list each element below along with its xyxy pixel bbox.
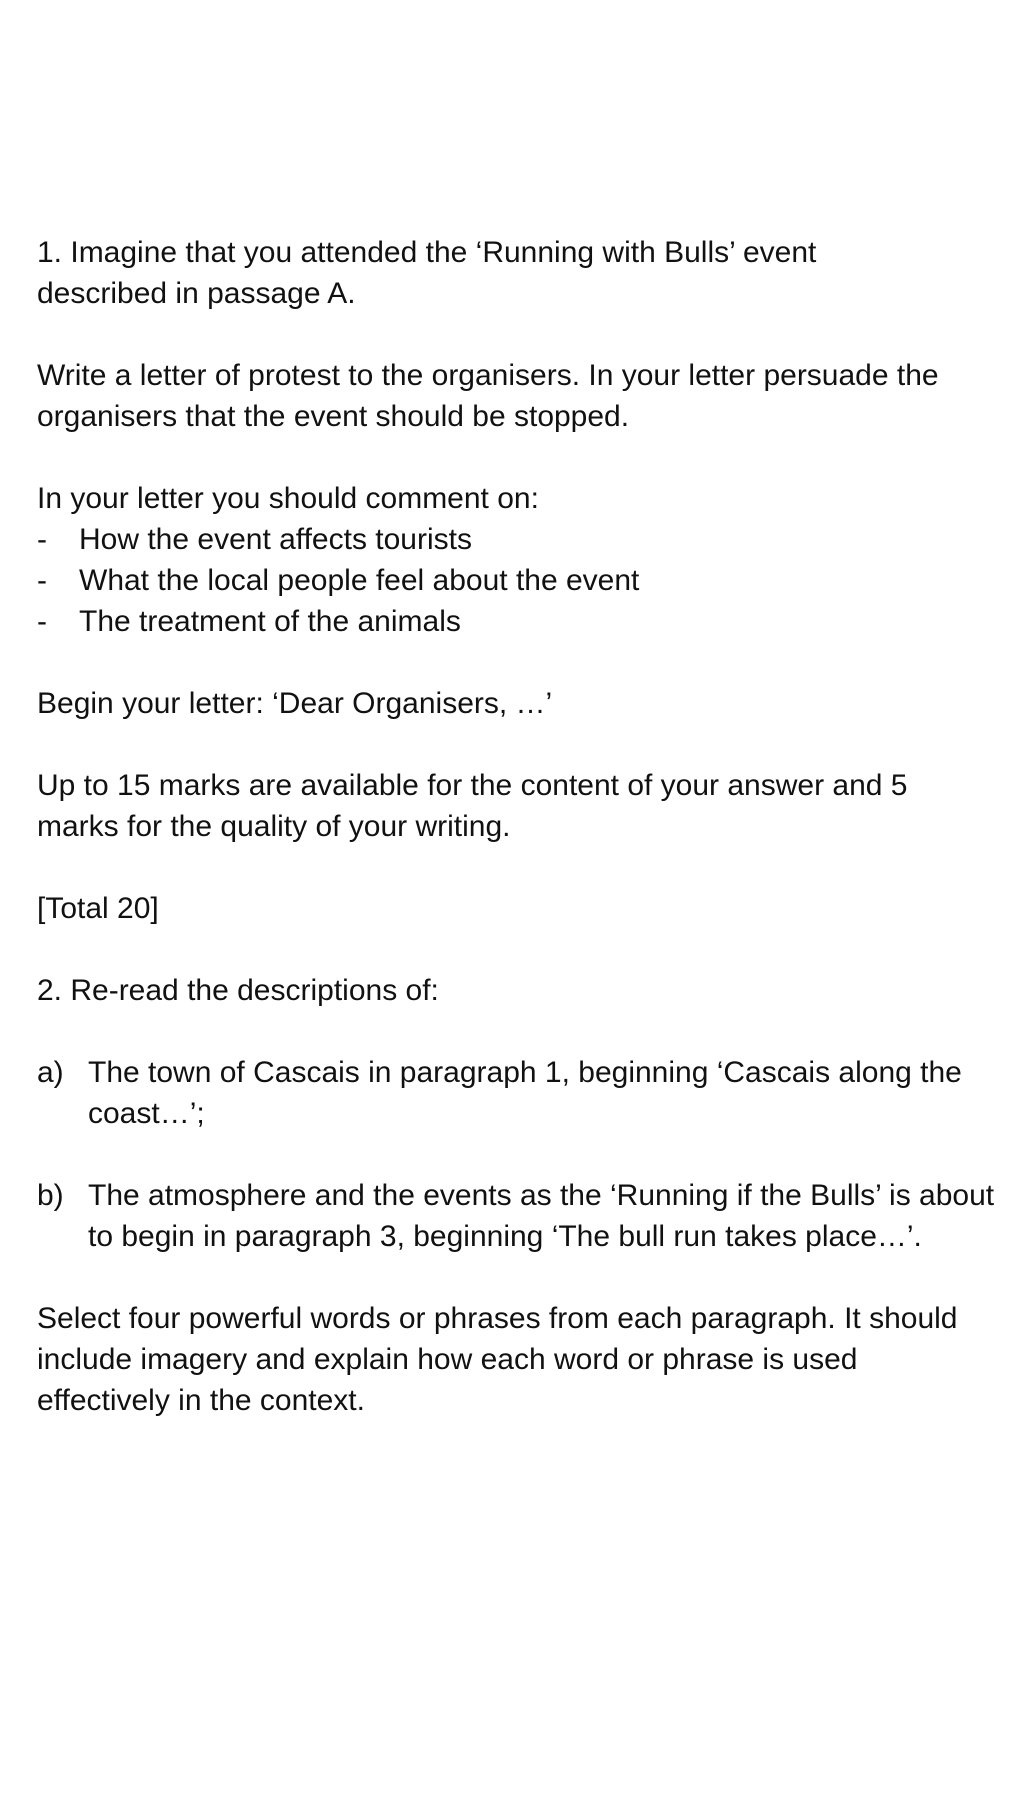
- item-text: The atmosphere and the events as the ‘Running if the Bulls’ is about to begin in paragraph 3, beginning ‘The bull run takes place…’.: [88, 1179, 995, 1253]
- bullet-text: What the local people feel about the event: [79, 564, 640, 597]
- comment-lead: In your letter you should comment on:: [37, 482, 539, 515]
- bullet-item: [37, 519, 997, 560]
- bullet-text: The treatment of the animals: [79, 605, 461, 638]
- total-marks: [Total 20]: [37, 892, 159, 925]
- item-letter: a): [37, 1056, 64, 1089]
- letter-opening-instruction: Begin your letter: ‘Dear Organisers, …’: [37, 687, 553, 720]
- question-2-intro: 2. Re-read the descriptions of:: [37, 974, 439, 1007]
- question-2-instruction: Select four powerful words or phrases from each paragraph. It should include imagery and explain how each word or phrase is used effectively in the context.: [37, 1302, 958, 1417]
- bullet-item: [37, 601, 997, 642]
- lettered-item-a: [37, 1052, 997, 1134]
- bullet-dash: -: [37, 605, 47, 638]
- bullet-item: [37, 560, 997, 601]
- question-1-intro: 1. Imagine that you attended the ‘Running with Bulls’ event described in passage A.: [37, 236, 817, 310]
- bullet-text: How the event affects tourists: [79, 523, 472, 556]
- question-1-task: Write a letter of protest to the organisers. In your letter persuade the organisers that the event should be stopped.: [37, 359, 939, 433]
- lettered-item-b: [37, 1175, 997, 1257]
- document-page: [37, 232, 997, 1421]
- item-letter: b): [37, 1179, 64, 1212]
- marks-note: Up to 15 marks are available for the content of your answer and 5 marks for the quality of your writing.: [37, 769, 908, 843]
- bullet-dash: -: [37, 564, 47, 597]
- comment-bullet-list: [37, 519, 997, 642]
- item-text: The town of Cascais in paragraph 1, beginning ‘Cascais along the coast…’;: [88, 1056, 962, 1130]
- bullet-dash: -: [37, 523, 47, 556]
